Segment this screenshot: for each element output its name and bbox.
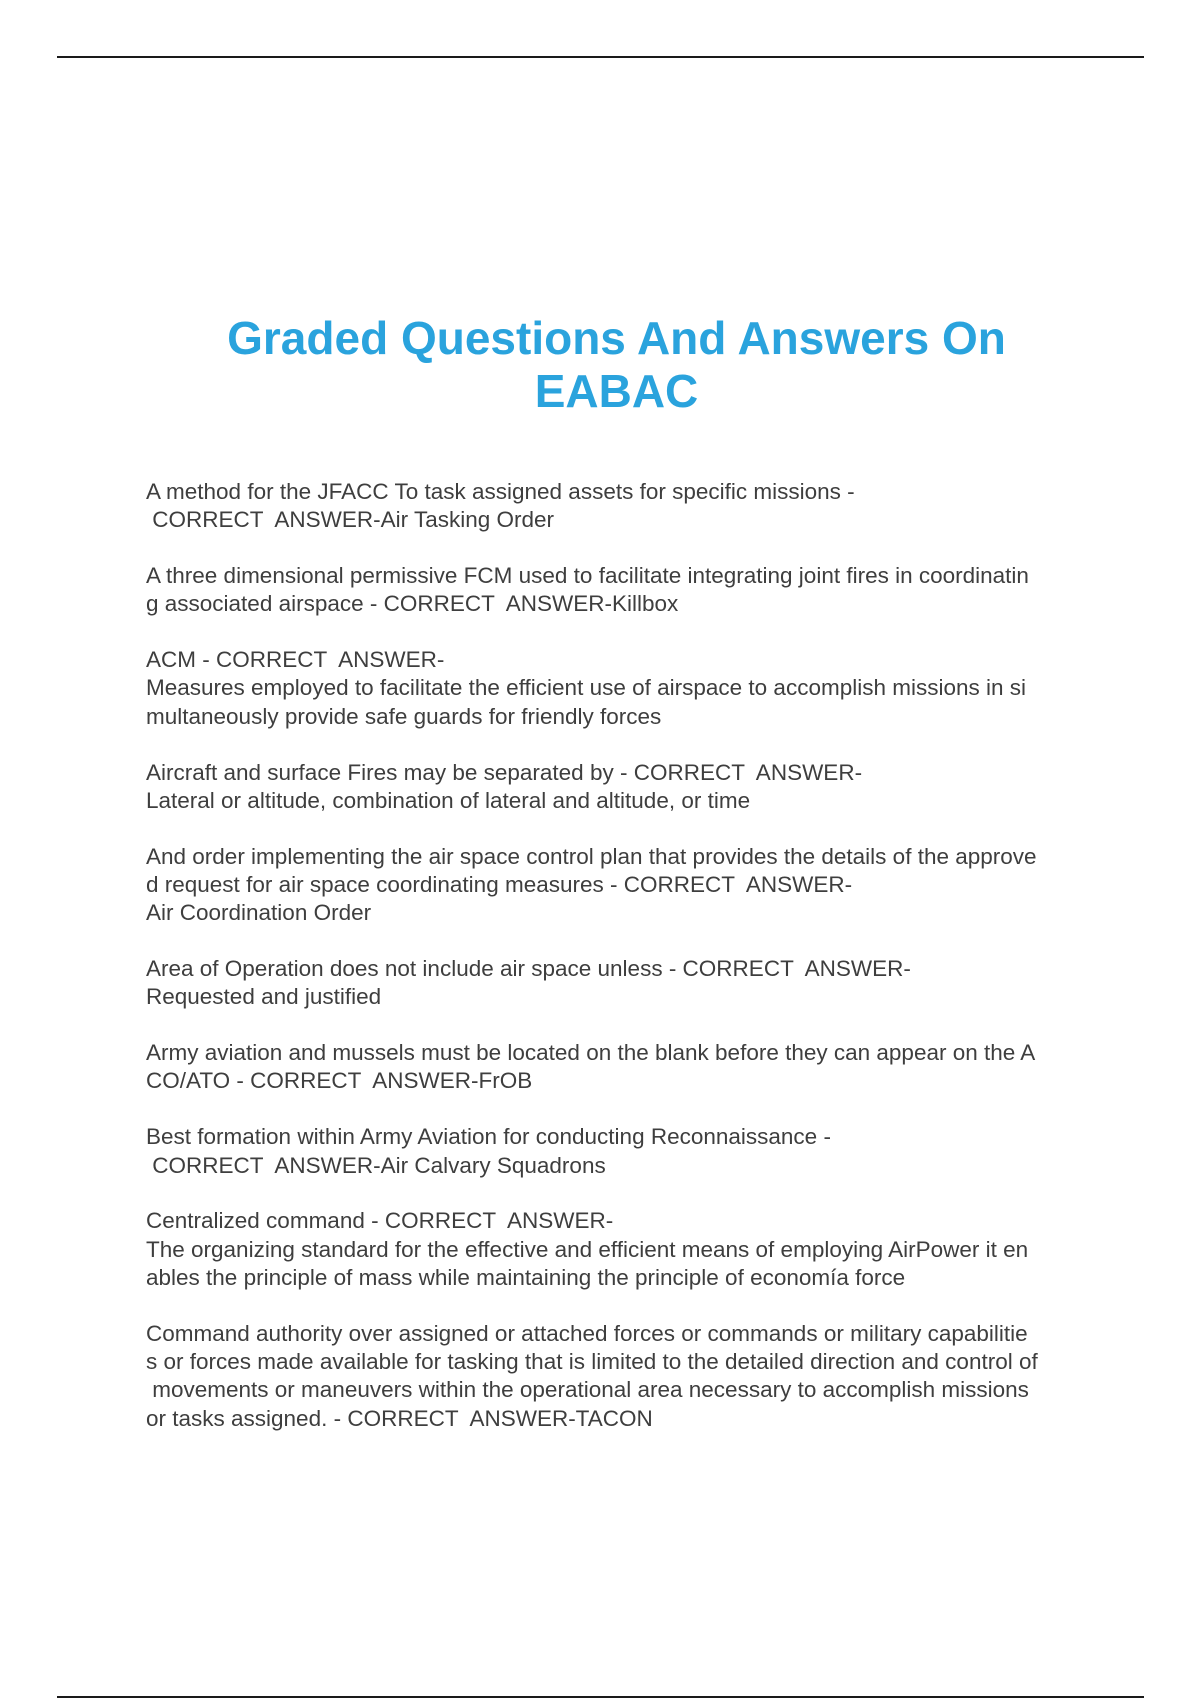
qa-list — [146, 478, 1096, 1460]
entry-line: CORRECT ANSWER-Air Tasking Order — [146, 507, 554, 533]
qa-entry — [146, 1320, 1096, 1433]
bottom-rule — [57, 1696, 1144, 1698]
entry-line: g associated airspace - CORRECT ANSWER-Killbox — [146, 591, 679, 617]
entry-line: And order implementing the air space control plan that provides the details of the approve — [146, 843, 1037, 869]
document-title — [0, 312, 1200, 418]
entry-line: Measures employed to facilitate the efficient use of airspace to accomplish missions in si — [146, 675, 1027, 701]
entry-line: CORRECT ANSWER-Air Calvary Squadrons — [146, 1152, 606, 1178]
entry-line: Aircraft and surface Fires may be separated by - CORRECT ANSWER- — [146, 759, 863, 785]
entry-line: Command authority over assigned or attached forces or commands or military capabilitie — [146, 1320, 1028, 1346]
entry-line: Requested and justified — [146, 984, 382, 1010]
entry-line: Best formation within Army Aviation for conducting Reconnaissance - — [146, 1124, 831, 1150]
entry-line: Air Coordination Order — [146, 900, 372, 926]
entry-line: CO/ATO - CORRECT ANSWER-FrOB — [146, 1068, 533, 1094]
entry-line: movements or maneuvers within the operational area necessary to accomplish missions — [146, 1377, 1029, 1403]
top-rule — [57, 56, 1144, 58]
entry-line: Area of Operation does not include air space unless - CORRECT ANSWER- — [146, 956, 911, 982]
title-line: EABAC — [534, 365, 699, 417]
entry-line: s or forces made available for tasking that is limited to the detailed direction and control of — [146, 1349, 1038, 1375]
title-line: Graded Questions And Answers On — [227, 312, 1006, 364]
entry-line: Centralized command - CORRECT ANSWER- — [146, 1208, 614, 1234]
entry-line: ables the principle of mass while maintaining the principle of economía force — [146, 1264, 906, 1290]
entry-line: A three dimensional permissive FCM used to facilitate integrating joint fires in coordinatin — [146, 563, 1029, 589]
qa-entry — [146, 562, 1096, 619]
qa-entry — [146, 759, 1096, 816]
entry-line: d request for air space coordinating measures - CORRECT ANSWER- — [146, 871, 853, 897]
qa-entry — [146, 1123, 1096, 1180]
entry-line: The organizing standard for the effective and efficient means of employing AirPower it en — [146, 1236, 1029, 1262]
qa-entry — [146, 478, 1096, 535]
entry-line: multaneously provide safe guards for friendly forces — [146, 703, 662, 729]
qa-entry — [146, 955, 1096, 1012]
entry-line: A method for the JFACC To task assigned assets for specific missions - — [146, 479, 855, 504]
entry-line: Army aviation and mussels must be located on the blank before they can appear on the A — [146, 1040, 1036, 1066]
entry-line: Lateral or altitude, combination of lateral and altitude, or time — [146, 787, 751, 813]
qa-entry — [146, 1039, 1096, 1096]
qa-entry — [146, 1207, 1096, 1292]
entry-line: or tasks assigned. - CORRECT ANSWER-TACON — [146, 1405, 653, 1431]
qa-entry — [146, 843, 1096, 928]
qa-entry — [146, 646, 1096, 731]
entry-line: ACM - CORRECT ANSWER- — [146, 647, 445, 673]
